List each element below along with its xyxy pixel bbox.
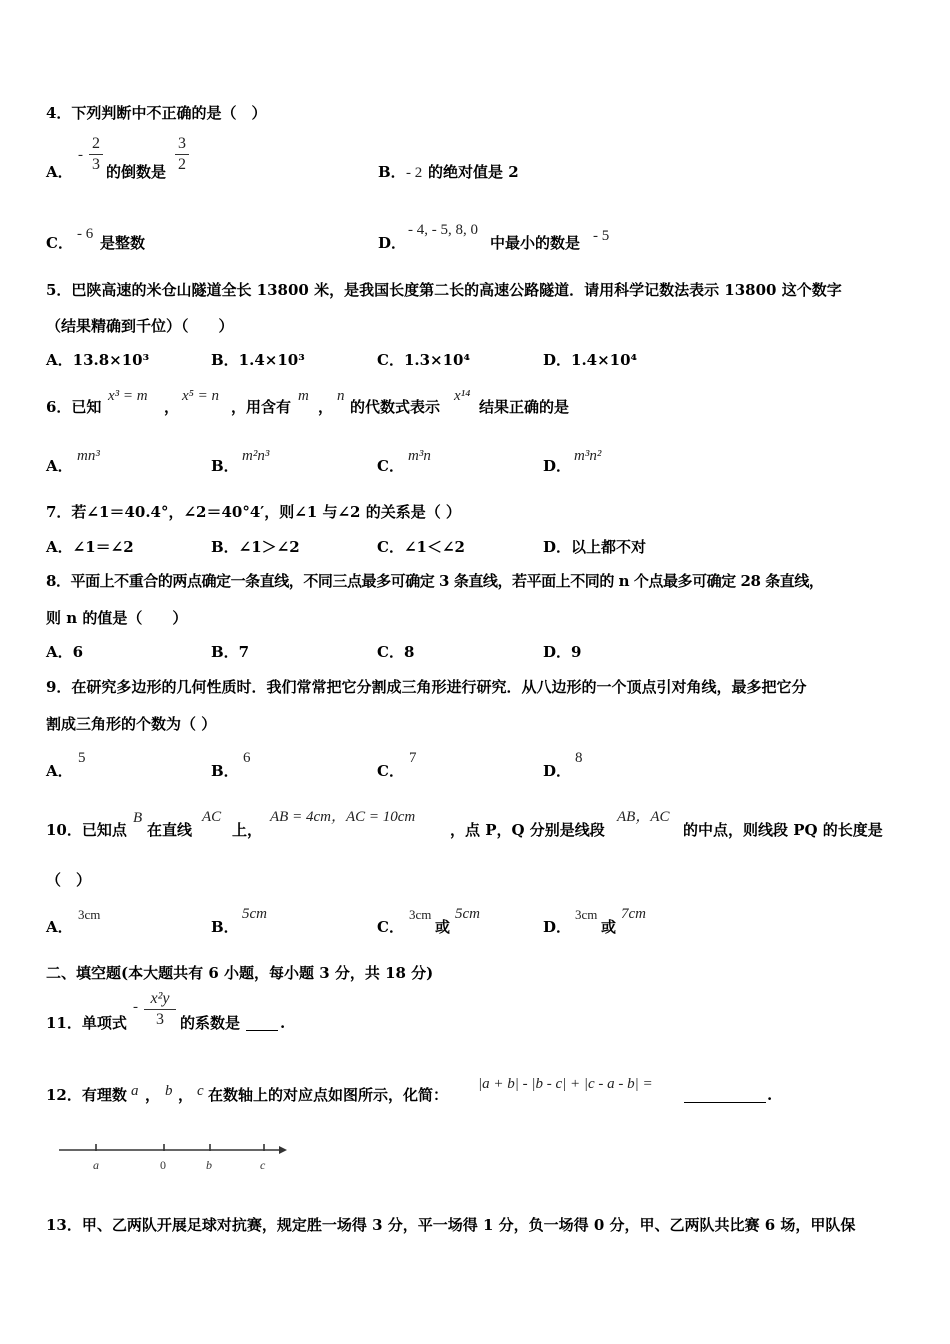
q6-math-x3: x³ = m [108,388,148,404]
q6-sep2: ， [318,398,334,416]
q10-paren: （ ） [46,871,92,889]
q9-option-d-label: D． [543,762,572,780]
q9-stem-line2: 割成三角形的个数为（ ） [46,715,217,733]
q10-option-d-or: 或 [601,918,617,936]
q5-option-b: B．1.4×10³ [211,351,305,369]
q4-option-d-math: - 4, - 5, 8, 0 [408,222,478,238]
q10-option-c-label: C． [377,918,404,936]
q12-prefix: 12．有理数 [46,1086,127,1104]
q7-option-c: C．∠1＜∠2 [377,538,465,556]
q4-option-d-math2: - 5 [593,228,610,244]
q6-math-x14: x¹⁴ [454,388,471,404]
q9-option-c-label: C． [377,762,404,780]
q7-option-b: B．∠1＞∠2 [211,538,300,556]
q10-option-b: 5cm [242,906,267,922]
q8-option-d: D．9 [543,643,582,661]
q12-var-c: c [197,1083,204,1099]
number-line-arrow [279,1146,287,1154]
q4-a-frac2-den: 2 [178,156,186,173]
q12-var-a: a [131,1083,139,1099]
q9-option-a-label: A． [46,762,73,780]
q9-option-a: 5 [78,750,86,766]
q8-option-c: C．8 [377,643,415,661]
q8-option-b: B．7 [211,643,250,661]
q6-option-c-label: C． [377,457,404,475]
q4-option-c-math: - 6 [77,226,94,242]
q5-stem-line2: （结果精确到千位）（ ） [46,317,234,335]
q12-sep1: ， [145,1086,161,1104]
q10-text1: 在直线 [147,821,193,839]
q6-option-c: m³n [408,448,431,464]
q6-math-n: n [337,388,345,404]
q10-option-d-1: 3cm [575,907,598,922]
q10-prefix: 10．已知点 [46,821,127,839]
q4-option-b-text: 的绝对值是 2 [428,163,519,181]
q6-mid: ，用含有 [231,398,292,416]
q9-option-c: 7 [409,750,417,766]
q7-stem: 7．若∠1＝40.4°，∠2＝40°4′，则∠1 与∠2 的关系是（ ） [46,503,461,521]
q4-option-b-label: B． [378,163,406,181]
q4-option-d-text: 中最小的数是 [490,234,581,252]
q10-text2: 上， [232,821,263,839]
q6-sep1: ， [164,398,180,416]
q11-fraction [144,990,176,1029]
q6-math-x5: x⁵ = n [182,388,219,404]
q10-option-a-label: A． [46,918,73,936]
q4-option-d-label: D． [378,234,407,252]
q11-tail: 的系数是 [180,1014,241,1032]
tick-label-b: b [206,1158,212,1172]
q6-prefix: 6．已知 [46,398,102,416]
q11-frac-num: x²y [150,990,170,1007]
q4-option-c-label: C． [46,234,73,252]
q4-a-frac-den: 3 [92,156,100,173]
q4-option-a-label: A． [46,163,73,181]
q12-mid: 在数轴上的对应点如图所示，化简： [208,1086,449,1104]
q8-stem-line1: 8．平面上不重合的两点确定一条直线，不同三点最多可确定 3 条直线，若平面上不同的 n 个点最多可确定 28 条直线， [46,572,824,590]
q11-minus: - [133,999,138,1015]
q10-math-segments: AB，AC [617,809,670,825]
q4-option-c-text: 是整数 [100,234,146,252]
q9-option-b: 6 [243,750,251,766]
q12-answer-blank [684,1084,766,1103]
q12-end: . [767,1086,773,1104]
q6-option-b: m²n³ [242,448,270,464]
q12-sep2: ， [178,1086,194,1104]
q6-math-m: m [298,388,309,404]
q6-option-d-label: D． [543,457,572,475]
q11-end: . [280,1014,286,1032]
q4-stem: 4．下列判断中不正确的是（ ） [46,104,267,122]
q10-text3: ，点 P，Q 分别是线段 [450,821,605,839]
q10-option-b-label: B． [211,918,239,936]
q9-option-b-label: B． [211,762,239,780]
q6-option-b-label: B． [211,457,239,475]
number-line-figure [55,1138,290,1178]
q11-prefix: 11．单项式 [46,1014,127,1032]
q10-math-lengths: AB = 4cm，AC = 10cm [270,809,416,825]
q10-option-c-or: 或 [435,918,451,936]
q10-math-b: B [133,810,143,826]
q4-option-a-fraction2 [175,135,189,174]
section-2-heading: 二、填空题(本大题共有 6 小题，每小题 3 分，共 18 分) [46,964,434,982]
tick-label-0: 0 [160,1158,166,1172]
q6-mid2: 的代数式表示 [350,398,441,416]
q5-option-a: A．13.8×10³ [46,351,150,369]
q12-var-b: b [165,1083,173,1099]
q6-option-a: mn³ [77,448,100,464]
q4-option-a-fraction [89,135,103,174]
q4-option-a-minus: - [78,147,83,163]
q9-stem-line1: 9．在研究多边形的几何性质时．我们常常把它分割成三角形进行研究．从八边形的一个顶点引对角线，最多把它分 [46,678,807,696]
q5-option-c: C．1.3×10⁴ [377,351,471,369]
q10-option-c-2: 5cm [455,906,480,922]
q11-frac-den: 3 [156,1011,164,1028]
q10-option-c-1: 3cm [409,907,432,922]
q10-text4: 的中点，则线段 PQ 的长度是 [683,821,883,839]
q6-option-d: m³n² [574,448,602,464]
q10-option-a: 3cm [78,907,101,922]
q4-option-a-text: 的倒数是 [106,163,167,181]
q6-tail: 结果正确的是 [479,398,570,416]
q5-stem-line1: 5．巴陕高速的米仓山隧道全长 13800 米，是我国长度第二长的高速公路隧道．请用科学记数法表示 13800 这个数字 [46,281,842,299]
q8-stem-line2: 则 n 的值是（ ） [46,609,188,627]
q13-stem-line1: 13．甲、乙两队开展足球对抗赛，规定胜一场得 3 分，平一场得 1 分，负一场得 0 分，甲、乙两队共比赛 6 场，甲队保 [46,1216,856,1234]
q7-option-d: D．以上都不对 [543,538,647,556]
q10-option-d-label: D． [543,918,572,936]
q10-math-ac: AC [202,809,222,825]
q9-option-d: 8 [575,750,583,766]
q11-answer-blank [246,1013,278,1031]
q5-option-d: D．1.4×10⁴ [543,351,638,369]
q10-option-d-2: 7cm [621,906,646,922]
tick-label-a: a [93,1158,99,1172]
tick-label-c: c [260,1158,266,1172]
q4-a-frac-num: 2 [92,135,100,152]
q6-option-a-label: A． [46,457,73,475]
q4-option-b-math: - 2 [406,165,423,181]
q4-a-frac2-num: 3 [178,135,186,152]
q12-expression: |a + b| - |b - c| + |c - a - b| = [478,1076,653,1092]
q8-option-a: A．6 [46,643,84,661]
q7-option-a: A．∠1＝∠2 [46,538,134,556]
